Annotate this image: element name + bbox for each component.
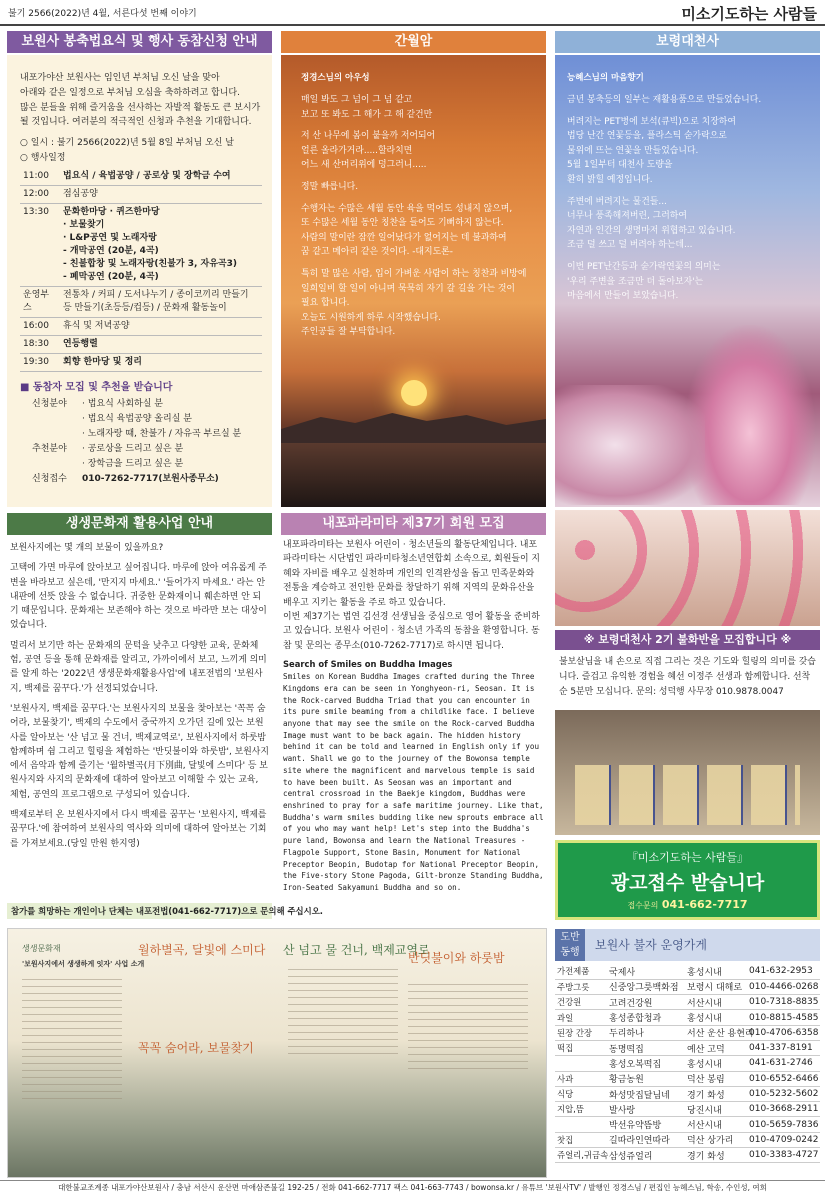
store-cell: 홍성오복떡집 [607, 1056, 685, 1071]
water-shape [281, 443, 546, 507]
text-line: 법당 난간 연꽃등을, 플라스틱 숟가락으로 [567, 131, 727, 142]
category-cell [555, 1056, 607, 1071]
directory-row [555, 1102, 820, 1117]
spoon-lotus-photo [555, 510, 820, 626]
directory-row [555, 1132, 820, 1147]
blossom-shape [555, 385, 705, 505]
ad-banner: 『미소기도하는 사람들』 광고접수 받습니다 접수문의 041-662-7717 [555, 840, 820, 920]
text-line: 오늘도 시원하게 하루 시작했습니다. [301, 312, 441, 323]
phone-cell: 010-6552-6466 [747, 1071, 820, 1086]
schedule-item: 휴식 및 저녁공양 [60, 318, 262, 336]
location-cell: 당진시내 [685, 1102, 747, 1117]
lotus-shape [555, 510, 820, 626]
phone-cell: 041-632-2953 [747, 964, 820, 979]
category-cell: 사과 [555, 1071, 607, 1086]
directory-header: 도반 동행 보원사 불자 운영가게 [555, 929, 820, 961]
paramita-article: 내포파라미타는 보원사 어린이 · 청소년들의 활동단체입니다. 내포파라미타는 시단법인 파라미타청소년연합회 소속으로, 회원들이 지혜와 자비를 배우고 실천하며 개인의 인격완성을 돕고 민족문화와 전통을 계승하고 전인한 문화를 창달하기 위해 지역의 문화유산을 배우고 지키는 활동을 주로 하고 있습니다. 이번 제37기는 법연 김선경 선생님을 중심으로 영어 활동을 준비하고 있습니다. 보원사 어린이 · 청소년 가족의 동참을 환영합니다. 동참 및 문의는 종무소(010-7262-7717)로 하시면 됩니다. Search of Smiles on Buddha Images Smiles on Korean Buddha Images crafted during the Three Kingdoms era can be seen in Yonghyeon-ri, Seosan. It is the Rock-carved Buddha Triad that you can encounter in its pure smile beaming from a childlike face. I believe anyone that may see the smile on the Rock-carved Buddha Image must want to be back again. The hidden history behind it can be told and learned in English only if you want. Shall we go to the journey of the Bowonsa temple site where the magnificent and marvelous temple is said to have been built. As Seosan was an important and central crossroad in the Baekje kingdom, Buddhas were enshrined to pray for a safe maritime journey. Like that, Buddha's warm smiles budding like new sprouts embrace all of you who may want help! Let's step into the Buddha's pure land, Bowonsa and learn the National Treasures - Flagpole Support, Stone Basin, Monument for National Preceptor Beopin, Budotap for National Preceptor Beopin, the Five-story Stone Pagoda, Gilt-bronze Standing Buddha, Iron-Seated Sakyamuni Buddha and so on. [283, 540, 544, 892]
apply-row [20, 397, 262, 442]
directory-row [555, 1086, 820, 1101]
schedule-row [20, 186, 262, 204]
category-cell: 과일 [555, 1010, 607, 1025]
directory-table [555, 964, 820, 1163]
text-line: '우리 주변을 조금만 더 돌아보자'는 [567, 276, 704, 287]
text-line: 보고 또 봐도 그 해가 그 해 같건만 [301, 109, 433, 120]
category-cell: 떡집 [555, 1040, 607, 1055]
mid-mid-title: 내포파라미타 제37기 회원 모집 [281, 513, 546, 535]
poem-text: 정경스님의 아우성 매일 봐도 그 넘이 그 넘 같고 보고 또 봐도 그 해가 그 해 같건만 저 산 나무에 봄이 붙을까 저어되어 얼른 올라가거라.....할라치면 어느 새 산머리위에 덩그러니..... 정말 빠릅니다. 수행자는 수많은 세월 동안 육을 먹어도 성내지 않으며, 또 수많은 세월 동안 칭찬을 들어도 기뻐하지 않는다. 사람의 말이란 잠깐 일어났다가 없어지는 데 불과하여 꿈 같고 메아리 같은 것이다. -대지도론- 특히 말 많은 사람, 입이 가벼운 사람이 하는 칭찬과 비방에 일희일비 할 일이 아니며 묵묵히 자기 갈 길을 가는 것이 필요 합니다. 오늘도 시원하게 하루 시작했습니다. 주인공들 잘 부탁합니다. [301, 71, 541, 340]
text-line: 매일 봐도 그 넘이 그 넘 같고 [301, 95, 413, 105]
page-footer: 대한불교조계종 내포가야산보원사 / 충남 서산시 운산면 마애삼존불길 192-25 / 전화 041-662-7717 팩스 041-663-7743 / bowonsa.kr / 유튜브 '보원사TV' / 발행인 정경스님 / 편집인 능혜스님, 학송, 수인성, 여희 [0, 1180, 825, 1195]
phone-cell: 010-3668-2911 [747, 1102, 820, 1117]
schedule-item: 법요식 / 육법공양 / 공로상 및 장학금 수여 [60, 168, 262, 186]
contact-notice: 참가를 희망하는 개인이나 단체는 내포전법(041-662-7717)으로 문의해 주십시오. [7, 903, 272, 919]
right-mid-title: ※ 보령대천사 2기 불화반을 모집합니다 ※ [555, 630, 820, 650]
schedule-time: 11:00 [20, 168, 60, 186]
text-line: 저 산 나무에 봄이 붙을까 저어되어 [301, 131, 436, 142]
text-line: 사람의 말이란 잠깐 일어났다가 없어지는 데 불과하여 [301, 232, 507, 243]
location-cell: 서산시내 [685, 995, 747, 1010]
text-line [567, 253, 812, 260]
directory-row [555, 1040, 820, 1055]
text-line: 조금 덜 쓰고 덜 버려야 하는데... [567, 240, 693, 251]
english-body: Smiles on Korean Buddha Images crafted during the Three Kingdoms era can be seen in Yonghyeon-ri, Seosan. It is the Rock-carved Buddha Triad that you can encounter in its pure smile beaming from a childlike face. I believe anyone that may see the smile on the Rock-carved Buddha Image must want to be back again. The hidden history behind it can be told and learned in English only if you want. Shall we go to the journey of the Bowonsa temple site where the magnificent and marvelous temple is said to have been built. As Seosan was an important and central crossroad in the Baekje kingdom, Buddhas were enshrined to pray for a safe maritime journey. Like that, Buddha's warm smiles budding like new sprouts embrace all of you who may want help! Let's step into the Buddha's pure land, Bowonsa and learn the National Treasures - Flagpole Support, Stone Basin, Monument for National Preceptor Beopin, Budotap for National Preceptor Beopin, the Five-story Stone Pagoda, Gilt-bronze Standing Buddha, Iron-Seated Sakyamuni Buddha and so on. [283, 672, 544, 892]
schedule-item: 문화한마당 · 퀴즈한마당 · 보물찾기 · L&P공연 및 노래자랑 - 개막공연 (20분, 4곡) - 친불합창 및 노래자랑(친불가 3, 자유곡3) - 폐막공연 (20분, 4곡) [60, 204, 262, 287]
right-top-title: 보령대천사 [555, 31, 820, 53]
poster-text-block [22, 979, 122, 1099]
text-line: 수행자는 수많은 세월 동안 육을 먹어도 성내지 않으며, [301, 203, 513, 214]
issue-label: 불기 2566(2022)년 4월, 서른다섯 번째 이야기 [8, 9, 197, 19]
apply-key: 신청분야 [32, 399, 67, 410]
text-line [567, 188, 812, 195]
store-cell: 발사랑 [607, 1102, 685, 1117]
schedule-label: ○ 행사일정 [20, 153, 66, 164]
text-line: 버려지는 PET병에 보석(큐빅)으로 치장하여 [567, 116, 736, 127]
store-cell: 신중앙그릇백화점 [607, 979, 685, 994]
phone-cell: 010-3383-4727 [747, 1148, 820, 1163]
category-cell: 가전제품 [555, 964, 607, 979]
text-line: 환히 밝힐 예정입니다. [567, 174, 653, 185]
category-cell: 쥬얼리,귀금속 [555, 1148, 607, 1163]
apply-value: · 법요식 사회하실 분 · 법요식 육법공양 올리실 분 · 노래자랑 때, 찬불가 / 자유곡 부르실 분 [82, 399, 242, 440]
schedule-time: 16:00 [20, 318, 60, 336]
location-cell: 홍성시내 [685, 964, 747, 979]
store-cell: 박선유약뜸방 [607, 1117, 685, 1132]
location-cell: 보령시 대해로 [685, 979, 747, 994]
location-cell: 덕산 봉림 [685, 1071, 747, 1086]
text-line [301, 122, 541, 129]
text-line: 어느 새 산머리위에 덩그러니..... [301, 160, 427, 171]
schedule-time: 18:30 [20, 336, 60, 354]
heritage-poster: 생생문화재 '보원사지에서 생생하게 잇자' 사업 소개 월하별곡, 달빛에 스미다 산 넘고 물 건너, 백제교역로 반딧불이와 하룻밤 꼭꼭 숨어라, 보물찾기 [7, 928, 547, 1178]
text-line: 자연과 인간의 생명마저 위협하고 있습니다. [567, 225, 736, 236]
left-top-title: 보원사 봉축법요식 및 행사 동참신청 안내 [7, 31, 272, 53]
text-line: 정말 빠릅니다. [301, 181, 359, 192]
text-line: 금년 봉축등의 일부는 재활용품으로 만들었습니다. [567, 95, 762, 105]
location-cell: 경기 화성 [685, 1086, 747, 1101]
store-cell: 삼성쥬얼리 [607, 1148, 685, 1163]
poster-text-block-3 [408, 984, 528, 1074]
lotus-lantern-photo [555, 55, 820, 507]
event-date: ○ 일시 : 불기 2566(2022)년 5월 8일 부처님 오신 날 [20, 138, 234, 149]
sun-shape [401, 380, 427, 406]
schedule-table [20, 168, 262, 372]
recruit-title: ■ 동참자 모집 및 추천을 받습니다 [20, 382, 173, 394]
phone-cell: 010-4466-0268 [747, 979, 820, 994]
poster-text-block-2 [288, 969, 398, 1059]
apply-key: 추천분야 [32, 444, 67, 455]
category-cell: 된장 간장 [555, 1025, 607, 1040]
painting-group-photo [555, 710, 820, 835]
lantern-text: 능혜스님의 마음향기 금년 봉축등의 일부는 재활용품으로 만들었습니다. 버려지는 PET병에 보석(큐빅)으로 치장하여 법당 난간 연꽃등을, 플라스틱 숟가락으로 물위에 뜨는 연꽃을 만들었습니다. 5월 1일부터 대천사 도량을 환히 밝힐 예정입니다. 주변에 버려지는 물건들... 너무나 풍족해져버린, 그러하여 자연과 인간의 생명마저 위협하고 있습니다. 조금 덜 쓰고 덜 버려야 하는데... 이번 PET난간등과 숟가락연꽃의 의미는 '우리 주변을 조금만 더 돌아보자'는 마음에서 만들어 보았습니다. [567, 71, 812, 304]
directory-row [555, 964, 820, 979]
event-intro: 내포가야산 보원사는 임인년 부처님 오신 날을 맞아 아래와 같은 일정으로 부처님 오심을 축하하려고 합니다. 많은 분들을 위해 즐거움을 선사하는 자발적 활동도 큰 보시가 될 것입니다. 여러분의 적극적인 신청과 추천을 기대합니다. [20, 73, 261, 128]
scrolls-shape [575, 765, 800, 825]
schedule-row [20, 318, 262, 336]
text-line: 필요 합니다. [301, 298, 350, 309]
directory-row [555, 1056, 820, 1071]
text-line: 꿈 같고 메아리 같은 것이다. -대지도론- [301, 247, 453, 258]
phone-cell: 010-4706-6358 [747, 1025, 820, 1040]
text-line [301, 260, 541, 267]
schedule-row [20, 204, 262, 287]
store-cell: 길따라인연따라 [607, 1132, 685, 1147]
heritage-article: 보원사지에는 몇 개의 보물이 있을까요? 고택에 가면 마루에 앉아보고 싶어집니다. 마루에 앉아 여유롭게 주변을 바라보고 싶은데, '만지지 마세요.' '들어가지 마세요.' 라는 안내판에 선뜻 앉을 수 없습니다. 귀중한 문화재이니 훼손하면 안 되기 때문입니다. 문화재는 보존해야 하는 것으로 바라만 보는 대상이었습니다. 멀리서 보기만 하는 문화재의 문턱을 낮추고 다양한 교육, 문화체험, 공연 등을 통해 문화재를 알리고, 가까이에서 보고, 느끼게 의미를 알게 하는 '2022년 생생문화재활용사업'에 내포전법의 '보원사지, 백제를 꿈꾸다.'가 선정되었습니다. '보원사지, 백제를 꿈꾸다.'는 보원사지의 보물을 찾아보는 '꼭꼭 숨어라, 보물찾기', 백제의 수도에서 중국까지 오가던 길에 있는 보원사를 알아보는 '산 넘고 물 건너, 백제교역로', 보원사지에서 하룻밤 함께하며 쉼 그리고 힐링을 체험하는 '반딧불이와 하룻밤', 보원사지에서 음악과 함께 즐기는 '월하별곡(月下別曲, 달빛에 스미다' 등 보원사지와 사지의 문화재에 대하여 알아보고 이해할 수 있는 교육, 체험, 공연의 프로그램으로 구성되어 있습니다. 백제로부터 온 보원사지에서 다시 백제를 꿈꾸는 '보원사지, 백제를 꿈꾸다.'에 참여하여 보원사의 역사와 의미에 대하여 알아보는 기회를 가져보세요.(당일 만원 한지영) [10, 543, 269, 849]
text-line: 주인공들 잘 부탁합니다. [301, 327, 396, 338]
location-cell: 서산시내 [685, 1117, 747, 1132]
schedule-item: 전통차 / 커피 / 도서나누기 / 종이코끼리 만들기 등 만들기(초등등/컵등) / 문화재 활동놀이 [60, 287, 262, 318]
schedule-item: 회향 한마당 및 정리 [60, 354, 262, 372]
text-line: 너무나 풍족해져버린, 그러하여 [567, 211, 687, 222]
text-line: 물위에 뜨는 연꽃을 만들었습니다. [567, 145, 699, 156]
schedule-time: 운영부스 [20, 287, 60, 318]
text-line: 또 수많은 세월 동안 칭찬을 들어도 기뻐하지 않는다. [301, 218, 504, 229]
category-cell [555, 1117, 607, 1132]
phone-cell: 010-7318-8835 [747, 995, 820, 1010]
location-cell: 덕산 상가리 [685, 1132, 747, 1147]
phone-cell: 010-4709-0242 [747, 1132, 820, 1147]
text-line [301, 173, 541, 180]
phone-cell: 010-5232-5602 [747, 1086, 820, 1101]
text-line [301, 195, 541, 202]
apply-key: 신청접수 [32, 474, 67, 485]
apply-value: · 공로상을 드리고 싶은 분 · 장학금을 드리고 싶은 분 [82, 444, 184, 470]
store-cell: 화성맛집달님네 [607, 1086, 685, 1101]
event-notice-box [7, 55, 272, 507]
text-line: 특히 말 많은 사람, 입이 가벼운 사람이 하는 칭찬과 비방에 [301, 268, 527, 279]
schedule-time: 12:00 [20, 186, 60, 204]
apply-list [20, 397, 262, 487]
schedule-time: 13:30 [20, 204, 60, 287]
directory-tag: 도반 동행 [555, 929, 585, 961]
directory-row [555, 1071, 820, 1086]
apply-value: 010-7262-7717(보원사종무소) [82, 474, 219, 485]
newsletter-title: 미소기도하는 사람들 [681, 5, 817, 23]
directory-row [555, 1117, 820, 1132]
schedule-row [20, 336, 262, 354]
category-cell: 주방그릇 [555, 979, 607, 994]
left-mid-title: 생생문화재 활용사업 안내 [7, 513, 272, 535]
store-cell: 황금농원 [607, 1071, 685, 1086]
text-line: 얼른 올라가거라.....할라치면 [301, 145, 413, 156]
text-line: 이번 PET난간등과 숟가락연꽃의 의미는 [567, 261, 721, 272]
schedule-item: 연등행렬 [60, 336, 262, 354]
schedule-item: 점심공양 [60, 186, 262, 204]
category-cell: 찻집 [555, 1132, 607, 1147]
directory-row [555, 1148, 820, 1163]
store-cell: 홍성종합청과 [607, 1010, 685, 1025]
phone-cell: 010-8815-4585 [747, 1010, 820, 1025]
text-line: 마음에서 만들어 보았습니다. [567, 291, 679, 302]
schedule-row [20, 354, 262, 372]
location-cell: 예산 고덕 [685, 1040, 747, 1055]
directory-row [555, 1025, 820, 1040]
painting-class-text: 불보살님을 내 손으로 직접 그리는 것은 기도와 힐링의 의미를 갖습니다. 즐겁고 유익한 경험을 혜선 이정주 선생과 함께합니다. 선착순 5분만 모십니다. 문의: 성덕행 사무장 010.9878.0047 [559, 657, 816, 697]
text-line: 5월 1일부터 대천사 도량을 [567, 160, 673, 171]
phone-cell: 041-337-8191 [747, 1040, 820, 1055]
text-line [567, 108, 812, 115]
text-line: 주변에 버려지는 물건들... [567, 196, 667, 207]
schedule-time: 19:30 [20, 354, 60, 372]
text-line: 일희일비 할 일이 아니며 묵묵히 자기 갈 길을 가는 것이 [301, 283, 515, 294]
location-cell: 홍성시내 [685, 1010, 747, 1025]
apply-row [20, 472, 262, 487]
directory-row [555, 1010, 820, 1025]
apply-row [20, 442, 262, 472]
location-cell: 경기 화성 [685, 1148, 747, 1163]
store-cell: 동명떡집 [607, 1040, 685, 1055]
schedule-row [20, 287, 262, 318]
store-cell: 국제사 [607, 964, 685, 979]
category-cell: 건강원 [555, 995, 607, 1010]
directory-row [555, 995, 820, 1010]
store-cell: 두리하나 [607, 1025, 685, 1040]
phone-cell: 041-631-2746 [747, 1056, 820, 1071]
english-title: Search of Smiles on Buddha Images [283, 659, 453, 670]
location-cell: 서산 운산 용현리 [685, 1025, 747, 1040]
sunset-photo [281, 55, 546, 507]
directory-row [555, 979, 820, 994]
category-cell: 식당 [555, 1086, 607, 1101]
phone-cell: 010-5659-7836 [747, 1117, 820, 1132]
schedule-row [20, 168, 262, 186]
category-cell: 지압,뜸 [555, 1102, 607, 1117]
store-cell: 고려건강원 [607, 995, 685, 1010]
mid-top-title: 간월암 [281, 31, 546, 53]
mountain-silhouette [281, 405, 546, 445]
location-cell: 홍성시내 [685, 1056, 747, 1071]
page-header [0, 0, 825, 26]
